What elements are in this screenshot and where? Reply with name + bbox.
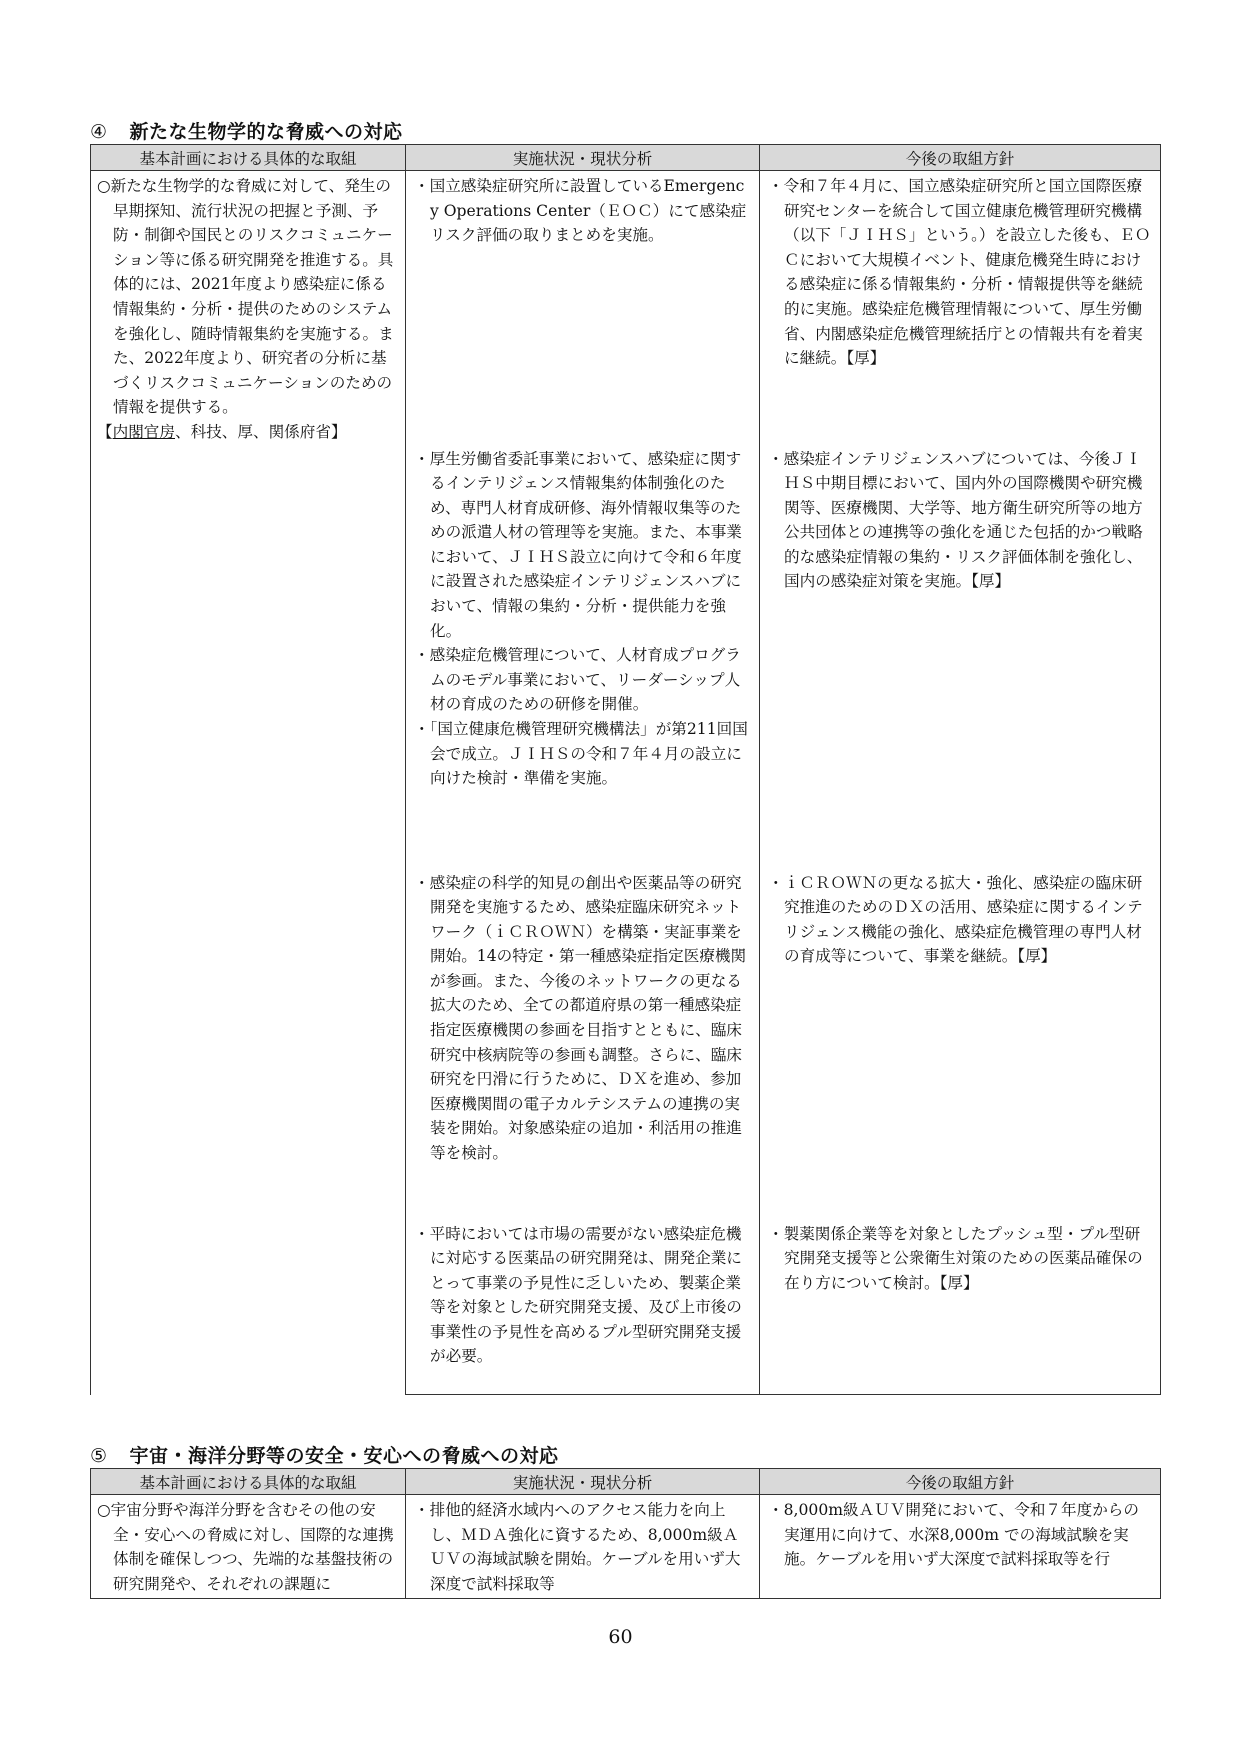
plan-text: ○宇宙分野や海洋分野を含むその他の安全・安心への脅威に対し、国際的な連携体制を確保しつつ、先端的な基盤技術の研究開発や、それぞれの課題に [97,1501,394,1593]
table-row [91,1495,1161,1599]
future-cell [760,1219,1161,1395]
section-4-table [90,144,1161,1395]
plan-text: ○新たな生物学的な脅威に対して、発生の早期探知、流行状況の把握と予測、予防・制御や国民とのリスクコミュニケーション等に係る研究開発を推進する。具体的には、2021年度より感染症に係る情報集約・分析・提供のためのシステムを強化し、随時情報集約を実施する。また、2022年度より、研究者の分析に基づくリスクコミュニケーションのための情報を提供する。 [97,177,394,417]
plan-cell [91,1495,406,1599]
section-5-table [90,1468,1161,1599]
status-cell [406,171,760,444]
ministry-underlined: 内閣官房 [112,422,175,441]
future-cell [760,171,1161,444]
header-future: 今後の取組方針 [760,145,1161,171]
future-cell [760,444,1161,868]
status-item: ・排他的経済水域内へのアクセス能力を向上し、ＭＤＡ強化に資するため、8,000m級ＡＵＶの海域試験を開始。ケーブルを用いず大深度で試料採取等 [414,1501,741,1593]
section-4-heading [90,117,403,144]
future-cell [760,1495,1161,1599]
page-number: 60 [608,1626,633,1648]
section-5-heading [90,1441,559,1468]
status-cell [406,868,760,1219]
header-plan: 基本計画における具体的な取組 [91,145,406,171]
table-row [91,171,1161,444]
header-status: 実施状況・現状分析 [406,1469,760,1495]
status-item: ・「国立健康危機管理研究機構法」が第211回国会で成立。ＪＩＨＳの令和７年４月の設立に向けた検討・準備を実施。 [414,720,748,788]
section-4-number: ④ [90,121,108,143]
section-4-title: 新たな生物学的な脅威への対応 [129,121,403,143]
table-header-row [91,145,1161,171]
status-cell [406,1495,760,1599]
status-item: ・平時においては市場の需要がない感染症危機に対応する医薬品の研究開発は、開発企業にとって事業の予見性に乏しいため、製薬企業等を対象とした研究開発支援、及び上市後の事業性の予見性を高めるプル型研究開発支援が必要。 [414,1224,742,1366]
plan-ministries: 【内閣官房、科技、厚、関係府省】 [97,422,347,441]
future-item: ・製薬関係企業等を対象としたプッシュ型・プル型研究開発支援等と公衆衛生対策のための医薬品確保の在り方について検討。【厚】 [768,1224,1143,1292]
header-status: 実施状況・現状分析 [406,145,760,171]
section-5-title: 宇宙・海洋分野等の安全・安心への脅威への対応 [129,1445,559,1467]
status-cell [406,1219,760,1395]
status-item: ・国立感染症研究所に設置しているEmergency Operations Center（ＥＯＣ）にて感染症リスク評価の取りまとめを実施。 [414,177,747,245]
future-item: ・令和７年４月に、国立感染症研究所と国立国際医療研究センターを統合して国立健康危機管理研究機構（以下「ＪＩＨＳ」という。）を設立した後も、ＥＯＣにおいて大規模イベント、健康危機発生時における感染症に係る情報集約・分析・情報提供等を継続的に実施。感染症危機管理情報について、厚生労働省、内閣感染症危機管理統括庁との情報共有を着実に継続。【厚】 [768,177,1151,368]
status-item: ・感染症の科学的知見の創出や医薬品等の研究開発を実施するため、感染症臨床研究ネットワーク（ｉＣＲＯＷＮ）を構築・実証事業を開始。14の特定・第一種感染症指定医療機関が参画。また、今後のネットワークの更なる拡大のため、全ての都道府県の第一種感染症指定医療機関の参画を目指すとともに、臨床研究中核病院等の参画も調整。さらに、臨床研究を円滑に行うために、ＤＸを進め、参加医療機関間の電子カルテシステムの連携の実装を開始。対象感染症の追加・利活用の推進等を検討。 [414,873,747,1163]
header-future: 今後の取組方針 [760,1469,1161,1495]
section-5-number: ⑤ [90,1445,108,1467]
future-cell [760,868,1161,1219]
status-item: ・感染症危機管理について、人材育成プログラムのモデル事業において、リーダーシップ人材の育成のための研修を開催。 [414,646,741,714]
header-plan: 基本計画における具体的な取組 [91,1469,406,1495]
status-cell [406,444,760,868]
table-header-row [91,1469,1161,1495]
plan-cell [91,171,406,1395]
future-item: ・感染症インテリジェンスハブについては、今後ＪＩＨＳ中期目標において、国内外の国際機関や研究機関等、医療機関、大学等、地方衛生研究所等の地方公共団体との連携等の強化を通じた包括的かつ戦略的な感染症情報の集約・リスク評価体制を強化し、国内の感染症対策を実施。【厚】 [768,449,1143,591]
status-item: ・厚生労働省委託事業において、感染症に関するインテリジェンス情報集約体制強化のため、専門人材育成研修、海外情報収集等のための派遣人材の管理等を実施。また、本事業において、ＪＩＨＳ設立に向けて令和６年度に設置された感染症インテリジェンスハブにおいて、情報の集約・分析・提供能力を強化。 [414,449,742,640]
future-item: ・ｉＣＲＯＷＮの更なる拡大・強化、感染症の臨床研究推進のためのＤＸの活用、感染症に関するインテリジェンス機能の強化、感染症危機管理の専門人材の育成等について、事業を継続。【厚】 [768,873,1143,966]
future-item: ・8,000m級ＡＵＶ開発において、令和７年度からの実運用に向けて、水深8,000m での海域試験を実施。ケーブルを用いず大深度で試料採取等を行 [768,1501,1139,1569]
